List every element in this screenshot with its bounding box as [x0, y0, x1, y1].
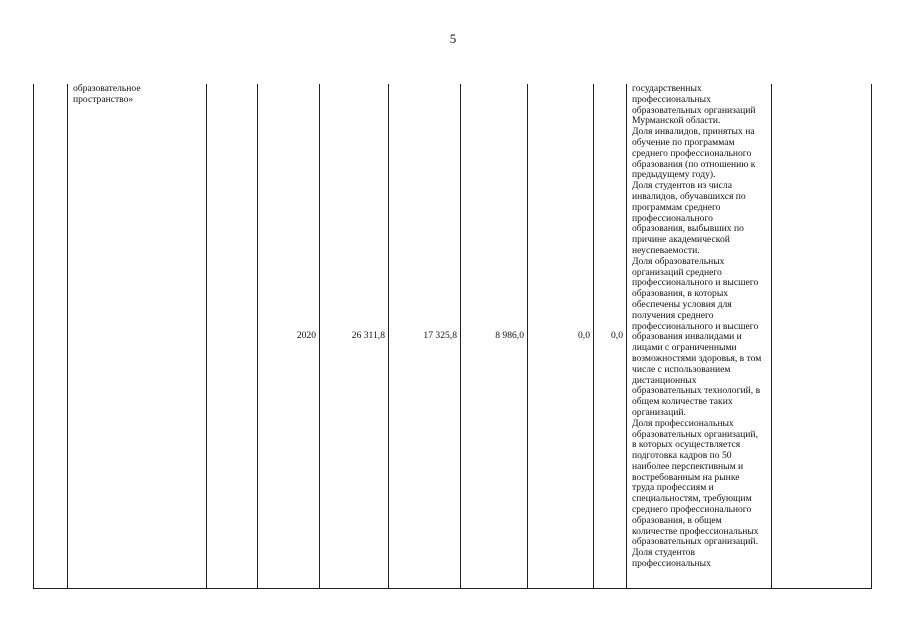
indicator-line: количестве профессиональных	[632, 525, 759, 537]
indicator-line: образовательных организаций	[632, 104, 756, 116]
indicator-line: организаций среднего	[632, 266, 722, 278]
indicator-line: востребованным на рынке	[632, 471, 740, 483]
page-number: 5	[449, 31, 457, 46]
indicator-line: обеспечены условия для	[632, 298, 732, 310]
cell-indicators	[627, 84, 772, 589]
indicator-line: возможностями здоровья, в том	[632, 352, 762, 364]
table-row	[34, 84, 872, 589]
indicator-line: предыдущему году).	[632, 169, 716, 181]
cell-year: 2020	[258, 84, 320, 589]
indicator-line: труда профессиям и	[632, 482, 714, 494]
cell-federal-budget: 8 986,0	[461, 84, 528, 589]
indicator-line: профессионального и высшего	[632, 320, 759, 332]
cell-executor	[207, 84, 258, 589]
indicator-line: неуспеваемости.	[632, 244, 700, 256]
cell-regional-budget: 17 325,8	[389, 84, 461, 589]
indicator-line: профессионального и высшего	[632, 277, 759, 289]
indicator-line: программам среднего	[632, 201, 721, 213]
indicator-line: получения среднего	[632, 309, 714, 321]
indicator-line: Доля студентов из числа	[632, 180, 732, 192]
cell-name	[68, 84, 207, 589]
indicator-line: общем количестве таких	[632, 396, 733, 408]
cell-number	[34, 84, 68, 589]
indicator-line: образования (по отношению к	[632, 158, 756, 170]
indicator-line: Доля инвалидов, принятых на	[632, 126, 755, 138]
cell-extra-budget: 0,0	[594, 84, 627, 589]
indicator-line: Доля образовательных	[632, 255, 725, 267]
indicator-line: в которых осуществляется	[632, 439, 741, 451]
indicator-line: образовательных организаций,	[632, 428, 758, 440]
indicator-line: инвалидов, обучавшихся по	[632, 190, 746, 202]
indicator-line: дистанционных	[632, 374, 697, 386]
indicator-line: Доля профессиональных	[632, 417, 734, 429]
indicator-line: наиболее перспективным и	[632, 460, 744, 472]
indicator-line: числе с использованием	[632, 363, 731, 375]
indicator-line: Доля студентов	[632, 547, 695, 559]
indicator-line: лицами с ограниченными	[632, 342, 737, 354]
program-table	[33, 84, 872, 589]
indicator-line: профессионального	[632, 212, 713, 224]
indicator-line: образования, в общем	[632, 514, 722, 526]
indicator-line: специальностям, требующим	[632, 493, 752, 505]
indicator-line: образования инвалидами и	[632, 331, 742, 343]
indicator-line: Мурманской области.	[632, 115, 721, 127]
indicator-line: причине академической	[632, 234, 730, 246]
indicator-line: государственных	[632, 83, 702, 94]
indicator-line: профессиональных	[632, 558, 711, 570]
indicator-line: образовательных технологий, в	[632, 385, 761, 397]
indicator-line: профессиональных	[632, 93, 711, 105]
cell-notes	[772, 84, 872, 589]
indicator-line: среднего профессионального	[632, 504, 752, 516]
cell-local-budget: 0,0	[528, 84, 594, 589]
indicator-list	[632, 84, 768, 570]
indicator-line: образования, в которых	[632, 288, 729, 300]
indicator-line: подготовка кадров по 50	[632, 450, 732, 462]
indicator-line: обучение по программам	[632, 136, 735, 148]
indicator-line: образования, выбывших по	[632, 223, 744, 235]
indicator-line: образовательных организаций.	[632, 536, 758, 548]
indicator-line: организаций.	[632, 406, 686, 418]
measure-name: образовательное пространство»	[73, 83, 141, 105]
indicator-line: среднего профессионального	[632, 147, 752, 159]
cell-total: 26 311,8	[320, 84, 389, 589]
